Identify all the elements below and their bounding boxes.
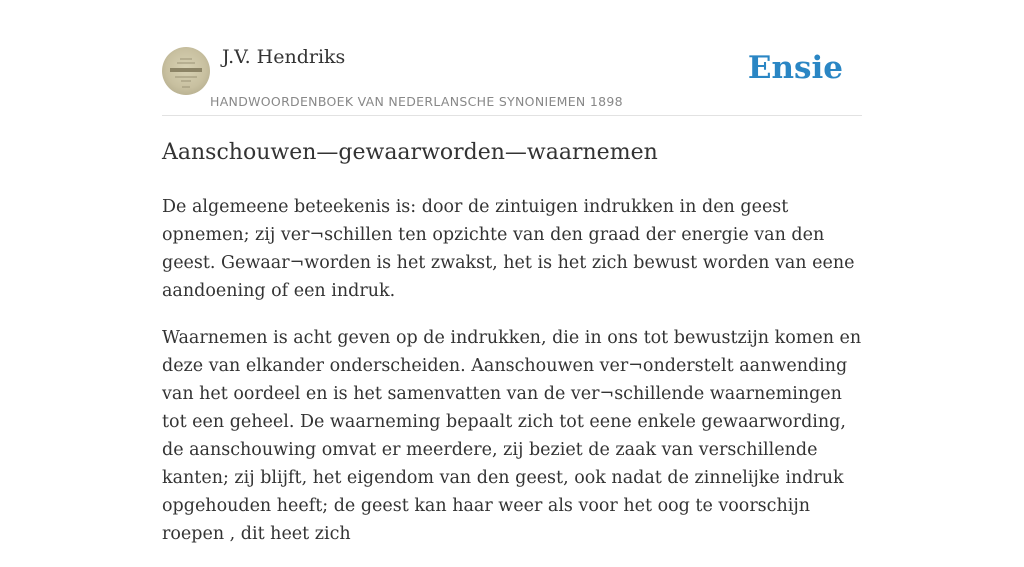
paragraph: Waarnemen is acht geven op de indrukken, die in ons tot bewustzijn komen en deze van elkander onderscheiden. Aanschouwen ver¬onderstelt aanwending van het oordeel en is het samenvatten van de ver¬schillende waarnemingen tot een geheel. De waarneming bepaalt zich tot eene enkele gewaarwording, de aanschouwing omvat er meerdere, zij beziet de zaak van verschillende kanten; zij blijft, het eigendom van den geest, ook nadat de zinnelijke indruk opgehouden heeft; de geest kan haar weer als voor het oog te voorschijn roepen , dit heet zich: [162, 328, 862, 544]
entry-body: [162, 193, 867, 567]
paragraph: De algemeene beteekenis is: door de zintuigen indrukken in den geest opnemen; zij ver¬schillen ten opzichte van den graad der energie van den geest. Gewaar¬worden is het zwakst, het is het zich bewust worden van eene aandoening of een indruk.: [162, 197, 855, 301]
source-title[interactable]: HANDWOORDENBOEK VAN NEDERLANSCHE SYNONIEMEN 1898: [210, 94, 623, 109]
author-name[interactable]: J.V. Hendriks: [222, 46, 346, 68]
avatar[interactable]: [162, 47, 210, 95]
entry-title: Aanschouwen—gewaarworden—waarnemen: [162, 140, 658, 165]
ensie-logo[interactable]: Ensie: [747, 50, 843, 86]
header: [162, 44, 862, 116]
book-cover-icon: [162, 47, 210, 95]
